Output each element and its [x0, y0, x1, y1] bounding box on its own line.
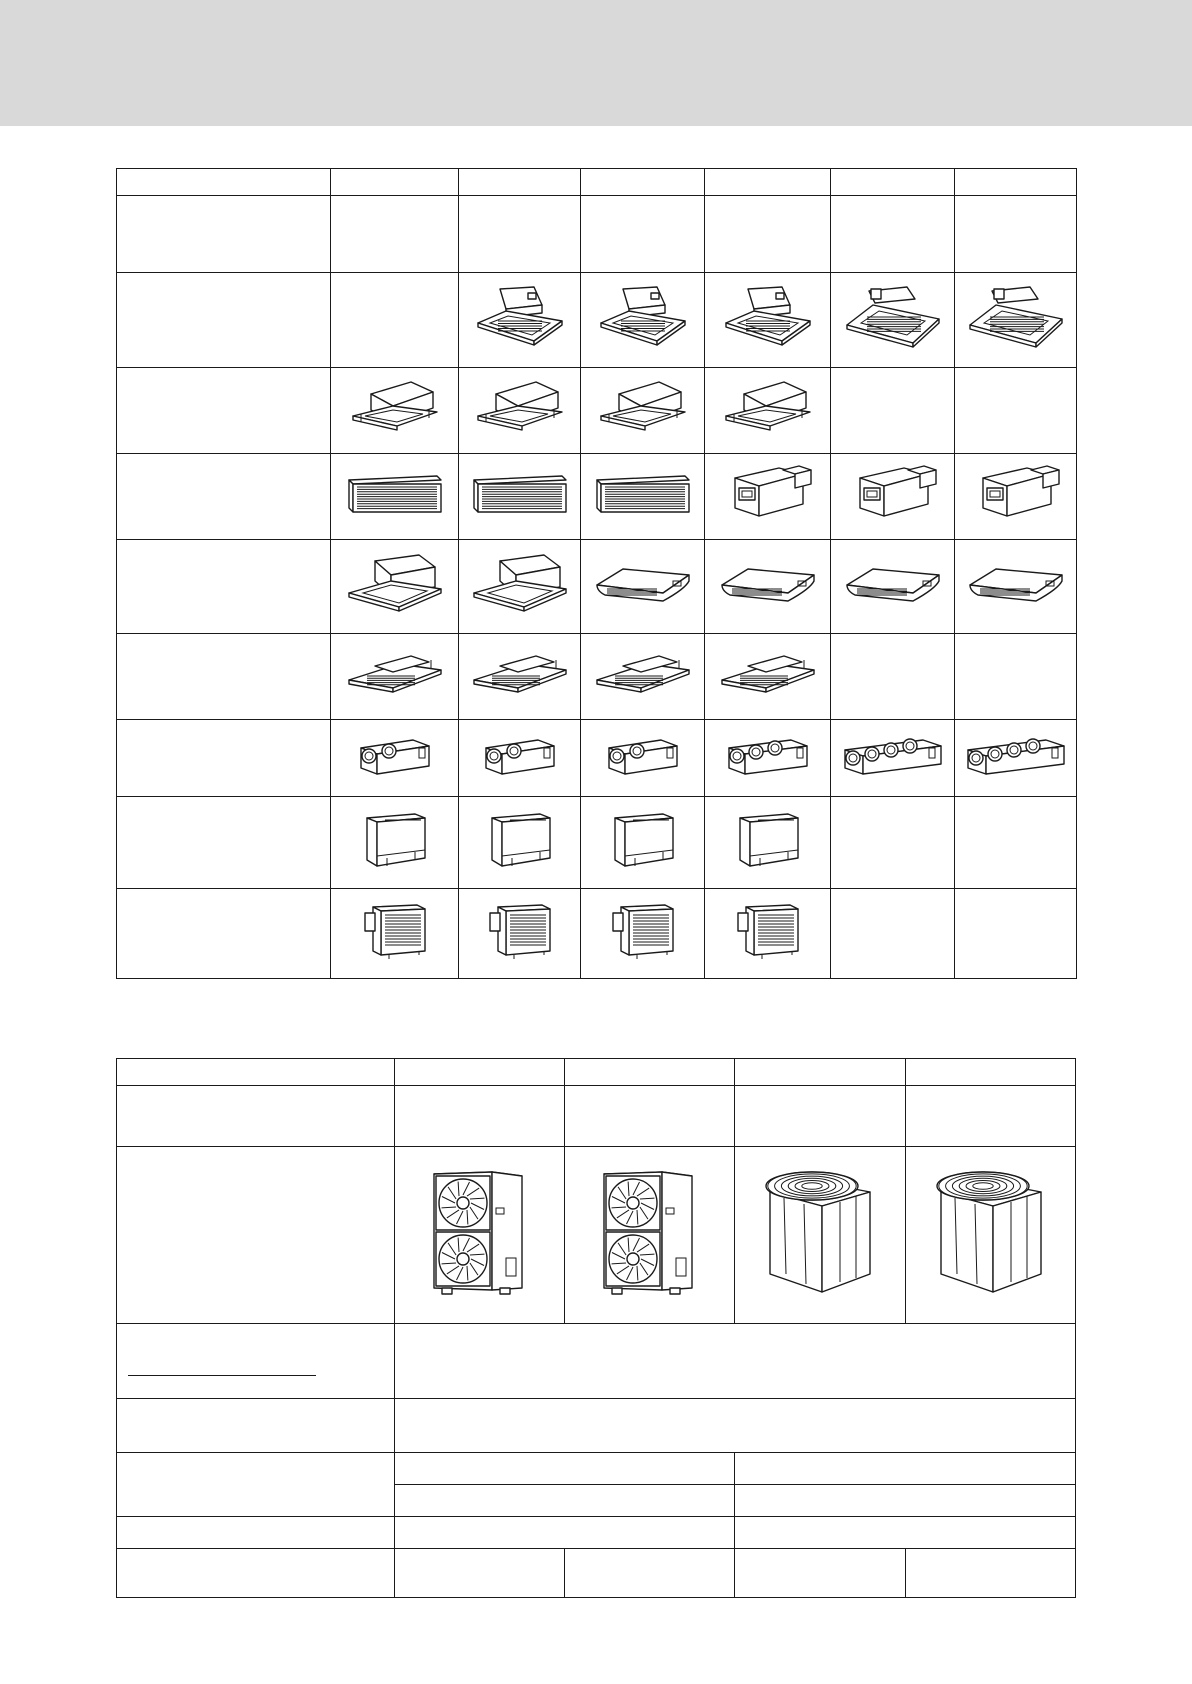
table-cell [331, 454, 459, 540]
header-band [0, 0, 1192, 126]
table-cell [395, 1453, 735, 1485]
ceiling-suspended-icon [831, 559, 954, 614]
table-cell [735, 1086, 906, 1147]
table-cell [581, 196, 705, 273]
table-cell [831, 720, 955, 797]
2-way-cassette-icon [705, 378, 830, 443]
table-cell [955, 454, 1077, 540]
table-cell [831, 454, 955, 540]
table-cell [705, 889, 831, 979]
table-row [117, 1086, 1076, 1147]
table-cell [395, 1485, 735, 1517]
wall-mounted-icon [581, 472, 704, 521]
table-cell [735, 1485, 1076, 1517]
table-row [117, 1453, 1076, 1485]
table-cell [581, 454, 705, 540]
table-cell [117, 1399, 395, 1453]
4-way-cassette-large-icon [831, 285, 954, 356]
table-row [117, 196, 1077, 273]
2-way-cassette-icon [331, 378, 458, 443]
row-label-cell [117, 797, 331, 889]
table-cell [581, 797, 705, 889]
table-cell [459, 540, 581, 634]
row-label-cell [117, 169, 331, 196]
table-cell [906, 1086, 1076, 1147]
4-way-cassette-large-icon [955, 285, 1076, 356]
table-cell [955, 797, 1077, 889]
outdoor-fan-unit-icon [395, 1168, 564, 1303]
table-row [117, 1517, 1076, 1549]
table-cell [459, 368, 581, 454]
table-cell [955, 720, 1077, 797]
ceiling-suspended-icon [705, 559, 830, 614]
table-cell [705, 169, 831, 196]
table-row [117, 368, 1077, 454]
table-cell [331, 169, 459, 196]
table-cell [459, 273, 581, 368]
table-cell [331, 720, 459, 797]
table-cell [831, 273, 955, 368]
table-row [117, 454, 1077, 540]
4-way-cassette-icon [581, 285, 704, 356]
table-cell [395, 1059, 565, 1086]
floor-concealed-icon [705, 901, 830, 966]
table-row [117, 720, 1077, 797]
table-cell [331, 797, 459, 889]
table-cell [906, 1549, 1076, 1598]
table-cell [735, 1549, 906, 1598]
ceiling-suspended-icon [955, 559, 1076, 614]
table-cell [705, 797, 831, 889]
table-cell [581, 889, 705, 979]
floor-standing-icon [705, 810, 830, 875]
row-label-cell [117, 368, 331, 454]
ceiling-concealed-duct-icon [955, 464, 1076, 529]
table-cell [395, 1086, 565, 1147]
table-cell [906, 1059, 1076, 1086]
table-cell [705, 454, 831, 540]
table-row [117, 1549, 1076, 1598]
table-cell [331, 889, 459, 979]
outdoor-fan-unit-icon [565, 1168, 734, 1303]
outdoor-top-discharge-unit-icon [906, 1168, 1075, 1303]
table-cell [459, 797, 581, 889]
table-cell [581, 540, 705, 634]
row-label-cell [117, 273, 331, 368]
table-cell [955, 634, 1077, 720]
table-cell [955, 169, 1077, 196]
table-cell [705, 540, 831, 634]
table-cell [117, 1086, 395, 1147]
table-cell [117, 1549, 395, 1598]
row-label-cell [117, 196, 331, 273]
floor-standing-icon [331, 810, 458, 875]
table-cell [705, 196, 831, 273]
table-row [117, 797, 1077, 889]
table-cell [581, 720, 705, 797]
table-cell [565, 1549, 735, 1598]
table-cell [735, 1517, 1076, 1549]
table-row [117, 1147, 1076, 1324]
wall-mounted-icon [459, 472, 580, 521]
table-cell [395, 1399, 1076, 1453]
slim-cassette-icon [705, 646, 830, 707]
table-cell [955, 540, 1077, 634]
table-cell [831, 889, 955, 979]
duct-2-ports-icon [331, 734, 458, 783]
table-cell [581, 368, 705, 454]
table-row [117, 889, 1077, 979]
table-row [117, 273, 1077, 368]
table-cell [117, 1147, 395, 1324]
table-cell [459, 634, 581, 720]
table-cell [117, 1324, 395, 1399]
2-way-cassette-icon [459, 378, 580, 443]
underline-rule [128, 1375, 316, 1376]
table-cell [117, 1453, 395, 1517]
1-way-cassette-icon [331, 551, 458, 622]
table-cell [331, 196, 459, 273]
table-cell [831, 169, 955, 196]
table-cell [735, 1059, 906, 1086]
table-cell [395, 1324, 1076, 1399]
table-cell [331, 273, 459, 368]
table-cell [395, 1549, 565, 1598]
table-cell [581, 273, 705, 368]
slim-cassette-icon [459, 646, 580, 707]
table-cell [955, 273, 1077, 368]
indoor-units-table [116, 168, 1077, 979]
floor-standing-icon [459, 810, 580, 875]
table-cell [459, 720, 581, 797]
2-way-cassette-icon [581, 378, 704, 443]
table-cell [117, 1517, 395, 1549]
table-cell [705, 368, 831, 454]
row-label-cell [117, 454, 331, 540]
outdoor-units-table [116, 1058, 1076, 1598]
table-row [117, 540, 1077, 634]
table-cell [955, 368, 1077, 454]
table-cell [395, 1517, 735, 1549]
floor-concealed-icon [459, 901, 580, 966]
duct-4-ports-icon [831, 734, 954, 783]
table-cell [459, 454, 581, 540]
duct-2-ports-icon [581, 734, 704, 783]
table-cell [565, 1147, 735, 1324]
table-cell [705, 634, 831, 720]
table-cell [705, 720, 831, 797]
table-row [117, 169, 1077, 196]
floor-concealed-icon [581, 901, 704, 966]
table-cell [331, 368, 459, 454]
table-cell [117, 1059, 395, 1086]
wall-mounted-icon [331, 472, 458, 521]
table-cell [735, 1147, 906, 1324]
slim-cassette-icon [581, 646, 704, 707]
table-row [117, 1399, 1076, 1453]
4-way-cassette-icon [459, 285, 580, 356]
slim-cassette-icon [331, 646, 458, 707]
table-cell [395, 1147, 565, 1324]
table-cell [581, 169, 705, 196]
1-way-cassette-icon [459, 551, 580, 622]
row-label-cell [117, 634, 331, 720]
table-cell [565, 1059, 735, 1086]
table-cell [735, 1453, 1076, 1485]
table-cell [955, 196, 1077, 273]
table-cell [831, 634, 955, 720]
duct-3-ports-icon [705, 734, 830, 783]
ceiling-suspended-icon [581, 559, 704, 614]
table-row [117, 1324, 1076, 1399]
table-cell [581, 634, 705, 720]
table-cell [831, 540, 955, 634]
table-cell [831, 797, 955, 889]
table-cell [565, 1086, 735, 1147]
row-label-cell [117, 720, 331, 797]
floor-standing-icon [581, 810, 704, 875]
table-cell [459, 196, 581, 273]
table-cell [831, 196, 955, 273]
duct-4-ports-icon [955, 734, 1076, 783]
table-cell [906, 1147, 1076, 1324]
table-cell [705, 273, 831, 368]
row-label-cell [117, 540, 331, 634]
table-cell [331, 540, 459, 634]
duct-2-ports-icon [459, 734, 580, 783]
row-label-cell [117, 889, 331, 979]
table-cell [831, 368, 955, 454]
floor-concealed-icon [331, 901, 458, 966]
outdoor-top-discharge-unit-icon [735, 1168, 905, 1303]
table-row [117, 634, 1077, 720]
table-cell [331, 634, 459, 720]
table-cell [459, 169, 581, 196]
ceiling-concealed-duct-icon [831, 464, 954, 529]
table-row [117, 1059, 1076, 1086]
ceiling-concealed-duct-icon [705, 464, 830, 529]
table-cell [459, 889, 581, 979]
table-cell [955, 889, 1077, 979]
4-way-cassette-icon [705, 285, 830, 356]
